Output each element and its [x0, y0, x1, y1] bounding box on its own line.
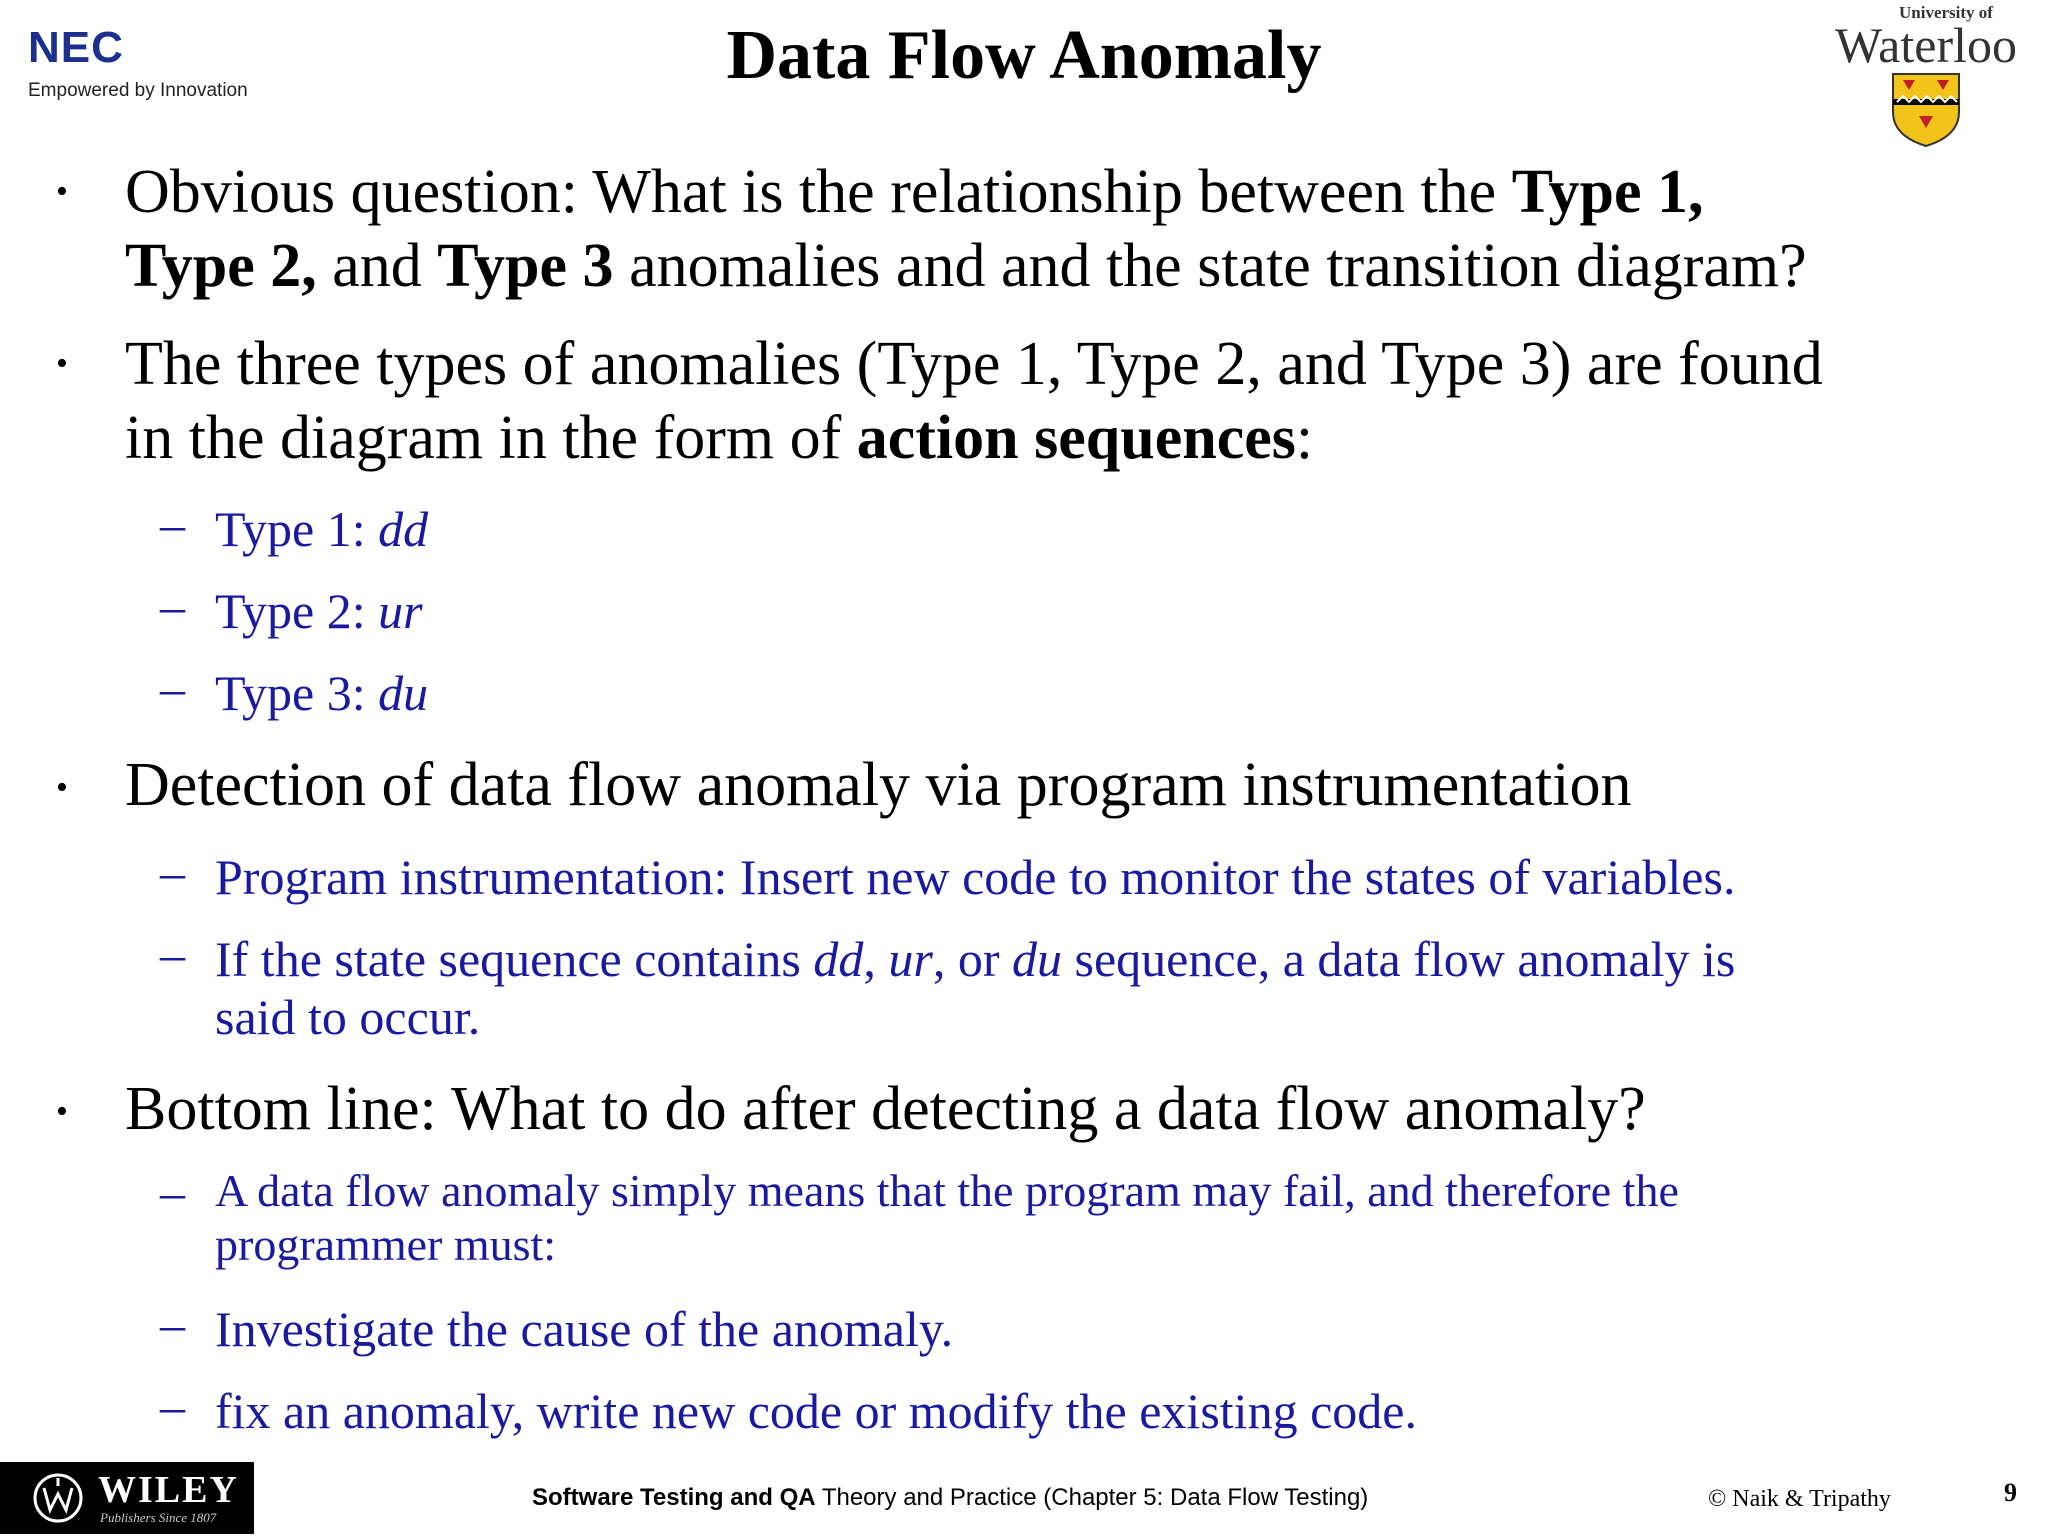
- wiley-logo: [0, 1462, 254, 1534]
- sub-bullet-dash: –: [160, 844, 185, 900]
- sub-bullet-fix: fix an anomaly, write new code or modify the existing code.: [215, 1383, 1417, 1439]
- sub-bullet-investigate: Investigate the cause of the anomaly.: [215, 1301, 954, 1357]
- sub-bullet-dash: –: [160, 926, 185, 982]
- sub-bullet-dash: –: [160, 578, 185, 634]
- sub-bullet-may-fail-line-1: A data flow anomaly simply means that the program may fail, and therefore the: [215, 1165, 1679, 1216]
- bullet-4-line-1: Bottom line: What to do after detecting a data flow anomaly?: [125, 1075, 1646, 1143]
- sub-bullet-state-sequence-line-1: If the state sequence contains dd, ur, or du sequence, a data flow anomaly is: [215, 931, 1736, 987]
- wiley-subtitle: Publishers Since 1807: [100, 1510, 217, 1525]
- sub-bullet-dash: –: [160, 1378, 185, 1434]
- sub-bullet-state-sequence-line-2: said to occur.: [215, 989, 481, 1045]
- wiley-wordmark: WILEY: [98, 1469, 239, 1511]
- bullet-2-line-1: The three types of anomalies (Type 1, Type 2, and Type 3) are found: [125, 330, 1823, 398]
- sub-bullet-instrumentation: Program instrumentation: Insert new code to monitor the states of variables.: [215, 849, 1736, 905]
- footer-book-title: Software Testing and QA Theory and Practice (Chapter 5: Data Flow Testing): [532, 1484, 1369, 1511]
- sub-bullet-type-1: Type 1: dd: [215, 501, 429, 557]
- bullet-marker: •: [56, 769, 68, 806]
- footer-copyright: © Naik & Tripathy: [1708, 1486, 1891, 1512]
- bullet-marker: •: [56, 1093, 68, 1130]
- sub-bullet-dash: –: [160, 1164, 185, 1220]
- sub-bullet-dash: –: [160, 496, 185, 552]
- page-title: Data Flow Anomaly: [726, 17, 1322, 94]
- bullet-1-line-1: Obvious question: What is the relationship between the Type 1,: [125, 158, 1704, 226]
- waterloo-wordmark: Waterloo: [1834, 17, 2017, 73]
- sub-bullet-type-3: Type 3: du: [215, 665, 429, 721]
- nec-wordmark: NEC: [28, 23, 124, 72]
- waterloo-university-of: University of: [1899, 3, 1993, 22]
- waterloo-shield-icon: [1891, 72, 1961, 148]
- sub-bullet-dash: –: [160, 660, 185, 716]
- wiley-emblem-icon: [30, 1472, 86, 1524]
- bullet-1-line-2: Type 2, and Type 3 anomalies and and the state transition diagram?: [125, 232, 1807, 300]
- page-number: 9: [2004, 1478, 2017, 1507]
- nec-tagline: Empowered by Innovation: [28, 80, 248, 101]
- bullet-marker: •: [56, 345, 68, 382]
- bullet-2-line-2: in the diagram in the form of action sequences:: [125, 404, 1314, 472]
- waterloo-logo: [1810, 4, 2042, 134]
- sub-bullet-dash: –: [160, 1296, 185, 1352]
- sub-bullet-type-2: Type 2: ur: [215, 583, 423, 639]
- bullet-marker: •: [56, 173, 68, 210]
- bullet-3-line-1: Detection of data flow anomaly via program instrumentation: [125, 751, 1632, 819]
- sub-bullet-may-fail-line-2: programmer must:: [215, 1219, 557, 1270]
